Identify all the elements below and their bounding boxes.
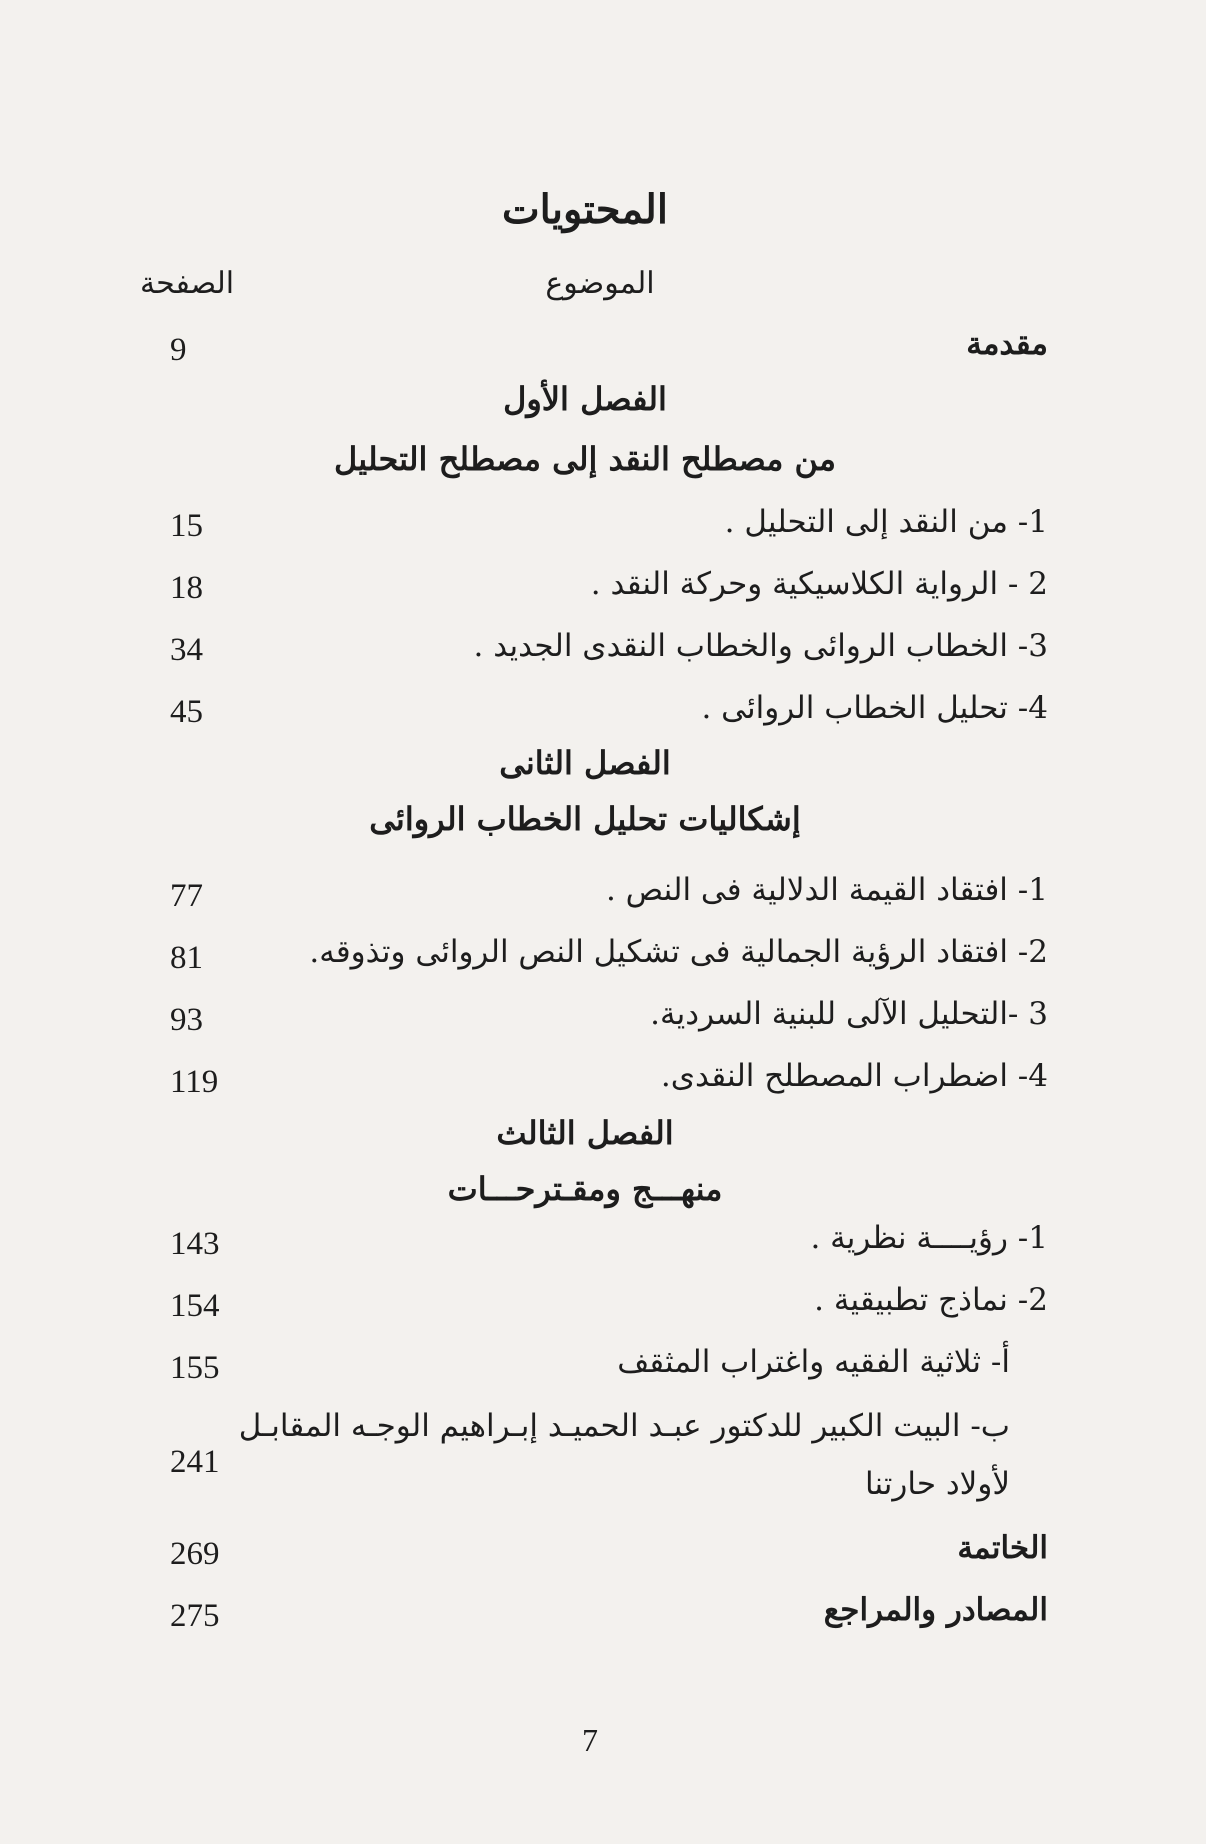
chapter3-item4-line2: لأولاد حارتنا: [865, 1466, 1010, 1502]
chapter1-item1: 1- من النقد إلى التحليل .: [724, 504, 1048, 540]
chapter1-item2-page: 18: [170, 570, 203, 606]
references-page: 275: [170, 1598, 220, 1634]
chapter2-item1: 1- افتقاد القيمة الدلالية فى النص .: [605, 872, 1048, 908]
chapter3-label: الفصل الثالث: [496, 1114, 674, 1152]
chapter1-item4: 4- تحليل الخطاب الروائى .: [701, 690, 1048, 726]
chapter3-item4-line1: ب- البيت الكبير للدكتور عبـد الحميـد إبـراهيم الوجـه المقابـل: [238, 1408, 1010, 1444]
chapter1-label: الفصل الأول: [503, 380, 667, 418]
chapter2-item4: 4- اضطراب المصطلح النقدى.: [660, 1058, 1048, 1094]
chapter3-item1: 1- رؤيــــة نظرية .: [810, 1220, 1048, 1256]
chapter1-item4-page: 45: [170, 694, 203, 730]
chapter1-item3: 3- الخطاب الروائى والخطاب النقدى الجديد .: [473, 628, 1048, 664]
chapter2-item2-page: 81: [170, 940, 203, 976]
chapter2-label: الفصل الثانى: [499, 744, 671, 782]
page-title: المحتويات: [502, 186, 668, 233]
conclusion-label: الخاتمة: [957, 1530, 1048, 1566]
page-number: 7: [582, 1722, 598, 1758]
chapter1-item1-page: 15: [170, 508, 203, 544]
chapter1-item2: 2 - الرواية الكلاسيكية وحركة النقد .: [590, 566, 1048, 602]
chapter3-item4-page: 241: [170, 1444, 220, 1480]
references-label: المصادر والمراجع: [823, 1592, 1048, 1628]
chapter3-item3-page: 155: [170, 1350, 220, 1386]
chapter2-item4-page: 119: [170, 1064, 219, 1100]
chapter2-title: إشكاليات تحليل الخطاب الروائى: [369, 800, 801, 838]
chapter2-item1-page: 77: [170, 878, 203, 914]
topic-column-header: الموضوع: [545, 266, 655, 301]
chapter3-item3: أ- ثلاثية الفقيه واغتراب المثقف: [617, 1344, 1010, 1380]
chapter3-item2: 2- نماذج تطبيقية .: [814, 1282, 1048, 1318]
chapter3-item1-page: 143: [170, 1226, 220, 1262]
chapter1-title: من مصطلح النقد إلى مصطلح التحليل: [333, 440, 836, 478]
chapter1-item3-page: 34: [170, 632, 203, 668]
conclusion-page: 269: [170, 1536, 220, 1572]
intro-page: 9: [170, 332, 187, 368]
chapter2-item3-page: 93: [170, 1002, 203, 1038]
chapter2-item3: 3 -التحليل الآلى للبنية السردية.: [650, 996, 1048, 1032]
intro-label: مقدمة: [966, 326, 1048, 362]
page-column-header: الصفحة: [140, 266, 235, 301]
chapter2-item2: 2- افتقاد الرؤية الجمالية فى تشكيل النص الروائى وتذوقه.: [309, 934, 1048, 970]
chapter3-title: منهـــج ومقـترحـــات: [447, 1170, 723, 1208]
chapter3-item2-page: 154: [170, 1288, 220, 1324]
